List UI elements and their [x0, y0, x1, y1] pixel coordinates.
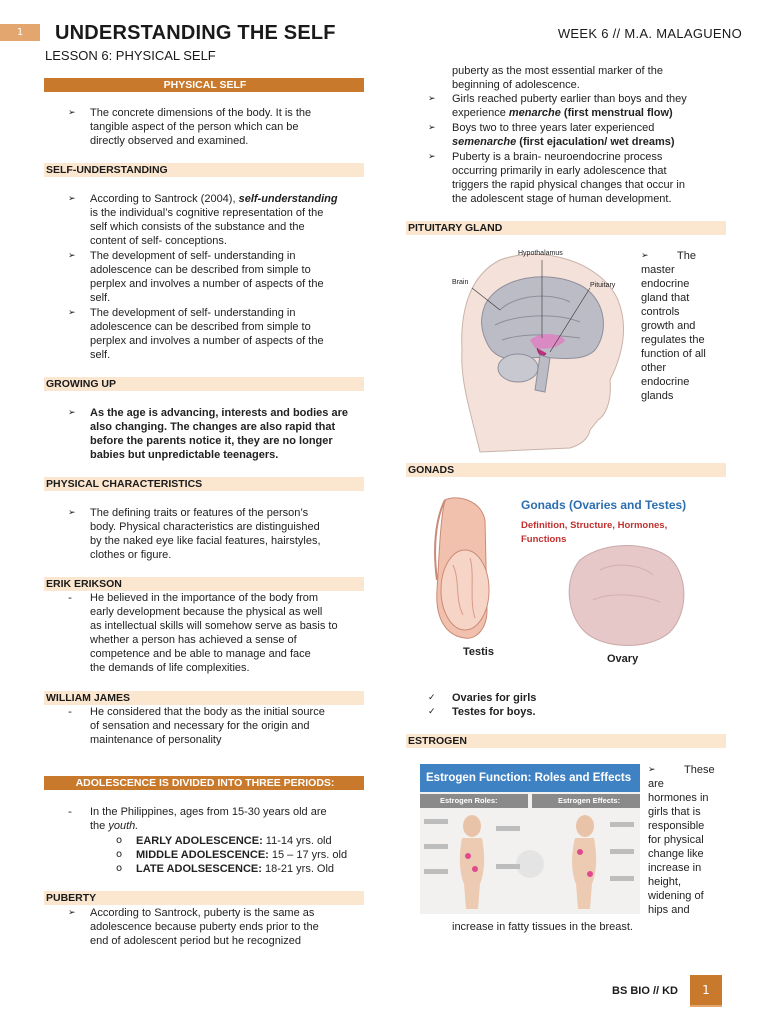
description-line: are — [648, 778, 664, 790]
footer-course-label: BS BIO // KD — [612, 985, 679, 997]
estrogen-effects-label: Estrogen Effects: — [558, 796, 621, 805]
circle-bullet-icon: o — [116, 863, 123, 874]
label-hypothalamus: Hypothalamus — [518, 250, 563, 257]
paragraph-line: perplex and involves a number of aspects of the — [90, 278, 324, 290]
section-heading-self-understanding: SELF-UNDERSTANDING — [44, 163, 364, 177]
pituitary-description — [641, 249, 731, 403]
arrow-bullet-icon: ➢ — [68, 108, 76, 118]
paragraph-line: The development of self- understanding in — [90, 307, 296, 319]
paragraph-line: clothes or figure. — [90, 549, 172, 561]
description-line: growth and — [641, 320, 696, 332]
description-line: responsible — [648, 820, 705, 832]
paragraph-line: whether a person has achieved a sense of — [90, 634, 297, 646]
arrow-bullet-icon: ➢ — [68, 251, 76, 261]
arrow-bullet-icon: ➢ — [428, 94, 436, 104]
arrow-bullet-icon: ➢ — [641, 251, 649, 261]
gonads-ovaries: Ovaries for girls — [452, 692, 537, 704]
paragraph-line: puberty as the most essential marker of the — [452, 65, 663, 77]
section-heading-gonads: GONADS — [406, 463, 726, 477]
estrogen-description-last-line: increase in fatty tissues in the breast. — [452, 921, 633, 933]
paragraph-line: early development because the physical as well — [90, 606, 323, 618]
paragraph-line: before the parents notice it, they are no longer — [90, 435, 333, 447]
description-line: gland that — [641, 292, 690, 304]
period-late: LATE ADOLSESCENCE: 18-21 yrs. Old — [136, 863, 335, 875]
arrow-bullet-icon: ➢ — [68, 508, 76, 518]
paragraph-line: According to Santrock (2004), self-understanding — [90, 193, 338, 205]
paragraph-line: According to Santrock, puberty is the same as — [90, 907, 315, 919]
arrow-bullet-icon: ➢ — [68, 194, 76, 204]
dash-bullet: - — [68, 705, 72, 718]
label-pituitary: Pituitary — [590, 282, 616, 289]
section-heading-estrogen: ESTROGEN — [406, 734, 726, 748]
period-early: EARLY ADOLESCENCE: 11-14 yrs. old — [136, 835, 332, 847]
description-line: regulates the — [641, 334, 705, 346]
section-heading-physical-self: PHYSICAL SELF — [44, 78, 364, 92]
label-testis: Testis — [463, 646, 494, 658]
paragraph-line: The defining traits or features of the person’s — [90, 507, 309, 519]
footer-rule — [690, 1005, 722, 1007]
page-number-badge: 1 — [0, 24, 40, 41]
paragraph-line: experience menarche (first menstrual flow) — [452, 107, 673, 119]
paragraph-line: self. — [90, 349, 111, 361]
brain-diagram — [440, 240, 632, 455]
description-line: hips and — [648, 904, 690, 916]
check-icon: ✓ — [428, 707, 436, 717]
paragraph-line: Girls reached puberty earlier than boys and they — [452, 93, 687, 105]
paragraph-line: as intellectual skills will somehow serve as basis to — [90, 620, 338, 632]
paragraph-line: beginning of adolescence. — [452, 79, 580, 91]
paragraph-line: is the individual’s cognitive representation of the — [90, 207, 324, 219]
paragraph-line: body. Physical characteristics are distinguished — [90, 521, 320, 533]
footer-page-number: 1 — [690, 975, 722, 1005]
arrow-bullet-icon: ➢ — [648, 765, 656, 775]
paragraph-line: In the Philippines, ages from 15-30 years old are — [90, 806, 327, 818]
arrow-bullet-icon: ➢ — [428, 152, 436, 162]
brain-illustration — [440, 240, 632, 455]
lesson-subtitle: LESSON 6: PHYSICAL SELF — [45, 48, 216, 63]
description-line: function of all — [641, 348, 706, 360]
paragraph-line: directly observed and examined. — [90, 135, 249, 147]
section-heading-physical-characteristics: PHYSICAL CHARACTERISTICS — [44, 477, 364, 491]
paragraph-line: by the naked eye like facial features, hairstyles, — [90, 535, 321, 547]
paragraph-line: also changing. The changes are also rapid that — [90, 421, 336, 433]
paragraph-line: the demands of life complexities. — [90, 662, 250, 674]
paragraph-line: self which consists of the substance and the — [90, 221, 305, 233]
paragraph-line: perplex and involves a number of aspects of the — [90, 335, 324, 347]
label-ovary: Ovary — [607, 653, 639, 665]
paragraph-line: babies but unpredictable teenagers. — [90, 449, 279, 461]
estrogen-description — [648, 763, 733, 917]
description-line: glands — [641, 390, 674, 402]
gonads-testes: Testes for boys. — [452, 706, 536, 718]
dash-bullet: - — [68, 805, 72, 818]
paragraph-line: occurring primarily in early adolescence that — [452, 165, 667, 177]
period-middle: MIDDLE ADOLESCENCE: 15 – 17 yrs. old — [136, 849, 348, 861]
description-line: The — [677, 250, 696, 262]
paragraph-line: Puberty is a brain- neuroendocrine process — [452, 151, 663, 163]
description-line: master — [641, 264, 675, 276]
estrogen-infographic — [420, 764, 640, 914]
section-heading-william-james: WILLIAM JAMES — [44, 691, 364, 705]
section-heading-puberty: PUBERTY — [44, 891, 364, 905]
arrow-bullet-icon: ➢ — [68, 908, 76, 918]
description-line: endocrine — [641, 278, 690, 290]
description-line: hormones in — [648, 792, 709, 804]
dash-bullet: - — [68, 591, 72, 604]
description-line: widening of — [648, 890, 704, 902]
description-line: These — [684, 764, 715, 776]
paragraph-line: He considered that the body as the initial source — [90, 706, 325, 718]
paragraph-line: He believed in the importance of the body from — [90, 592, 319, 604]
paragraph-line: tangible aspect of the person which can be — [90, 121, 299, 133]
description-line: girls that is — [648, 806, 701, 818]
arrow-bullet-icon: ➢ — [68, 408, 76, 418]
estrogen-roles-label: Estrogen Roles: — [440, 796, 498, 805]
description-line: controls — [641, 306, 680, 318]
paragraph-line: adolescence because puberty ends prior to the — [90, 921, 319, 933]
section-heading-growing-up: GROWING UP — [44, 377, 364, 391]
arrow-bullet-icon: ➢ — [68, 308, 76, 318]
paragraph-line: semenarche (first ejaculation/ wet dreams) — [452, 136, 675, 148]
gonads-figure-title: Gonads (Ovaries and Testes) — [521, 498, 687, 512]
paragraph-line: the youth. — [90, 820, 139, 832]
section-heading-erik-erikson: ERIK ERIKSON — [44, 577, 364, 591]
paragraph-line: adolescence can be described from simple to — [90, 264, 311, 276]
section-heading-adolescence: ADOLESCENCE IS DIVIDED INTO THREE PERIODS: — [44, 776, 364, 790]
check-icon: ✓ — [428, 693, 436, 703]
paragraph-line: The concrete dimensions of the body. It is the — [90, 107, 312, 119]
description-line: height, — [648, 876, 682, 888]
paragraph-line: adolescence can be described from simple to — [90, 321, 311, 333]
label-brain: Brain — [452, 279, 469, 286]
paragraph-line: end of adolescent period but he recognized — [90, 935, 301, 947]
description-line: increase in — [648, 862, 702, 874]
paragraph-line: competence and be able to manage and face — [90, 648, 311, 660]
paragraph-line: The development of self- understanding in — [90, 250, 296, 262]
gonads-figure-subtitle: Definition, Structure, Hormones, Functions — [521, 520, 668, 545]
description-line: other — [641, 362, 667, 374]
document-title: UNDERSTANDING THE SELF — [55, 22, 336, 44]
estrogen-figure-title: Estrogen Function: Roles and Effects — [426, 772, 632, 784]
paragraph-line: maintenance of personality — [90, 734, 222, 746]
paragraph-line: the adolescent stage of human development. — [452, 193, 672, 205]
circle-bullet-icon: o — [116, 835, 123, 846]
paragraph-line: of sensation and necessary for the origin and — [90, 720, 310, 732]
paragraph-line: self. — [90, 292, 111, 304]
description-line: endocrine — [641, 376, 690, 388]
estrogen-illustration — [420, 764, 640, 914]
arrow-bullet-icon: ➢ — [428, 123, 436, 133]
description-line: for physical — [648, 834, 704, 846]
week-author-label: WEEK 6 // M.A. MALAGUENO — [557, 26, 742, 41]
paragraph-line: triggers the rapid physical changes that occur in — [452, 179, 685, 191]
paragraph-line: As the age is advancing, interests and bodies are — [90, 407, 348, 419]
circle-bullet-icon: o — [116, 849, 123, 860]
gonads-infographic — [425, 490, 715, 680]
paragraph-line: content of self- conceptions. — [90, 235, 227, 247]
section-heading-pituitary-gland: PITUITARY GLAND — [406, 221, 726, 235]
paragraph-line: Boys two to three years later experienced — [452, 122, 655, 134]
description-line: change like — [648, 848, 704, 860]
